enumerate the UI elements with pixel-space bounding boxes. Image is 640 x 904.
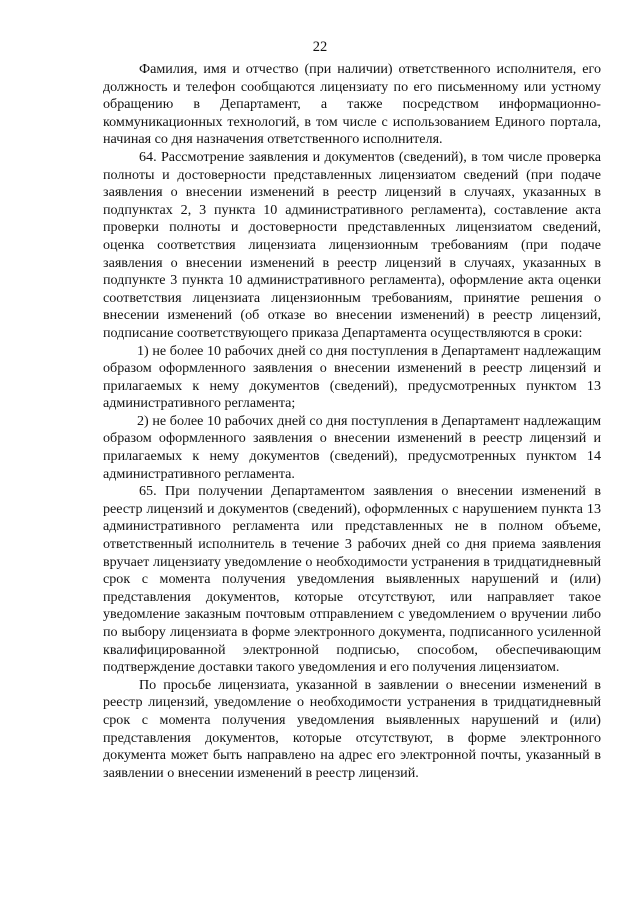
paragraph-64: 64. Рассмотрение заявления и документов (сведений), в том числе проверка полноты и достоверности представленных лицензиатом сведений (при подаче заявления о внесении изменений в реестр лицензий в случаях, указанных в подпунктах 2, 3 пункта 10 административного регламента), составление акта проверки полноты и достоверности представленных лицензиатом сведений, оценка соответствия лицензиата лицензионным требованиям (при подаче заявления о внесении изменений в реестр лицензий в случаях, указанных в подпункте 3 пункта 10 административного регламента), оформление акта оценки соответствия лицензиата лицензионным требованиям, принятие решения о внесении изменений (об отказе во внесении изменений) в реестр лицензий, подписание соответствующего приказа Департамента осуществляются в сроки: (103, 148, 601, 341)
paragraph-64-item-2: 2) не более 10 рабочих дней со дня поступления в Департамент надлежащим образом оформленного заявления о внесении изменений в реестр лицензий и прилагаемых к нему документов (сведений), предусмотренных пунктом 14 административного регламента. (103, 412, 601, 482)
document-body (103, 61, 601, 782)
paragraph-65: 65. При получении Департаментом заявления о внесении изменений в реестр лицензий и документов (сведений), оформленных с нарушением пункта 13 административного регламента или представленных не в полном объеме, ответственный исполнитель в течение 3 рабочих дней со дня приема заявления вручает лицензиату уведомление о необходимости устранения в тридцатидневный срок с момента получения уведомления выявленных нарушений и (или) представления документов, которые отсутствуют, или направляет такое уведомление заказным почтовым отправлением с уведомлением о вручении либо по выбору лицензиата в форме электронного документа, подписанного усиленной квалифицированной электронной подписью, способом, обеспечивающим подтверждение доставки такого уведомления и его получения лицензиатом. (103, 483, 601, 676)
paragraph-responsible-executor: Фамилия, имя и отчество (при наличии) ответственного исполнителя, его должность и телефон сообщаются лицензиату по его письменному или устному обращению в Департамент, а также посредством информационно-коммуникационных технологий, в том числе с использованием Единого портала, начиная со дня назначения ответственного исполнителя. (103, 61, 601, 148)
page-number: 22 (312, 39, 328, 55)
paragraph-64-item-1: 1) не более 10 рабочих дней со дня поступления в Департамент надлежащим образом оформленного заявления о внесении изменений в реестр лицензий и прилагаемых к нему документов (сведений), предусмотренных пунктом 13 административного регламента; (103, 342, 601, 412)
paragraph-electronic-notice: По просьбе лицензиата, указанной в заявлении о внесении изменений в реестр лицензий, уведомление о необходимости устранения в тридцатидневный срок с момента получения уведомления выявленных нарушений и (или) представления документов, которые отсутствуют, в форме электронного документа может быть направлено на адрес его электронной почты, указанный в заявлении о внесении изменений в реестр лицензий. (103, 676, 601, 781)
